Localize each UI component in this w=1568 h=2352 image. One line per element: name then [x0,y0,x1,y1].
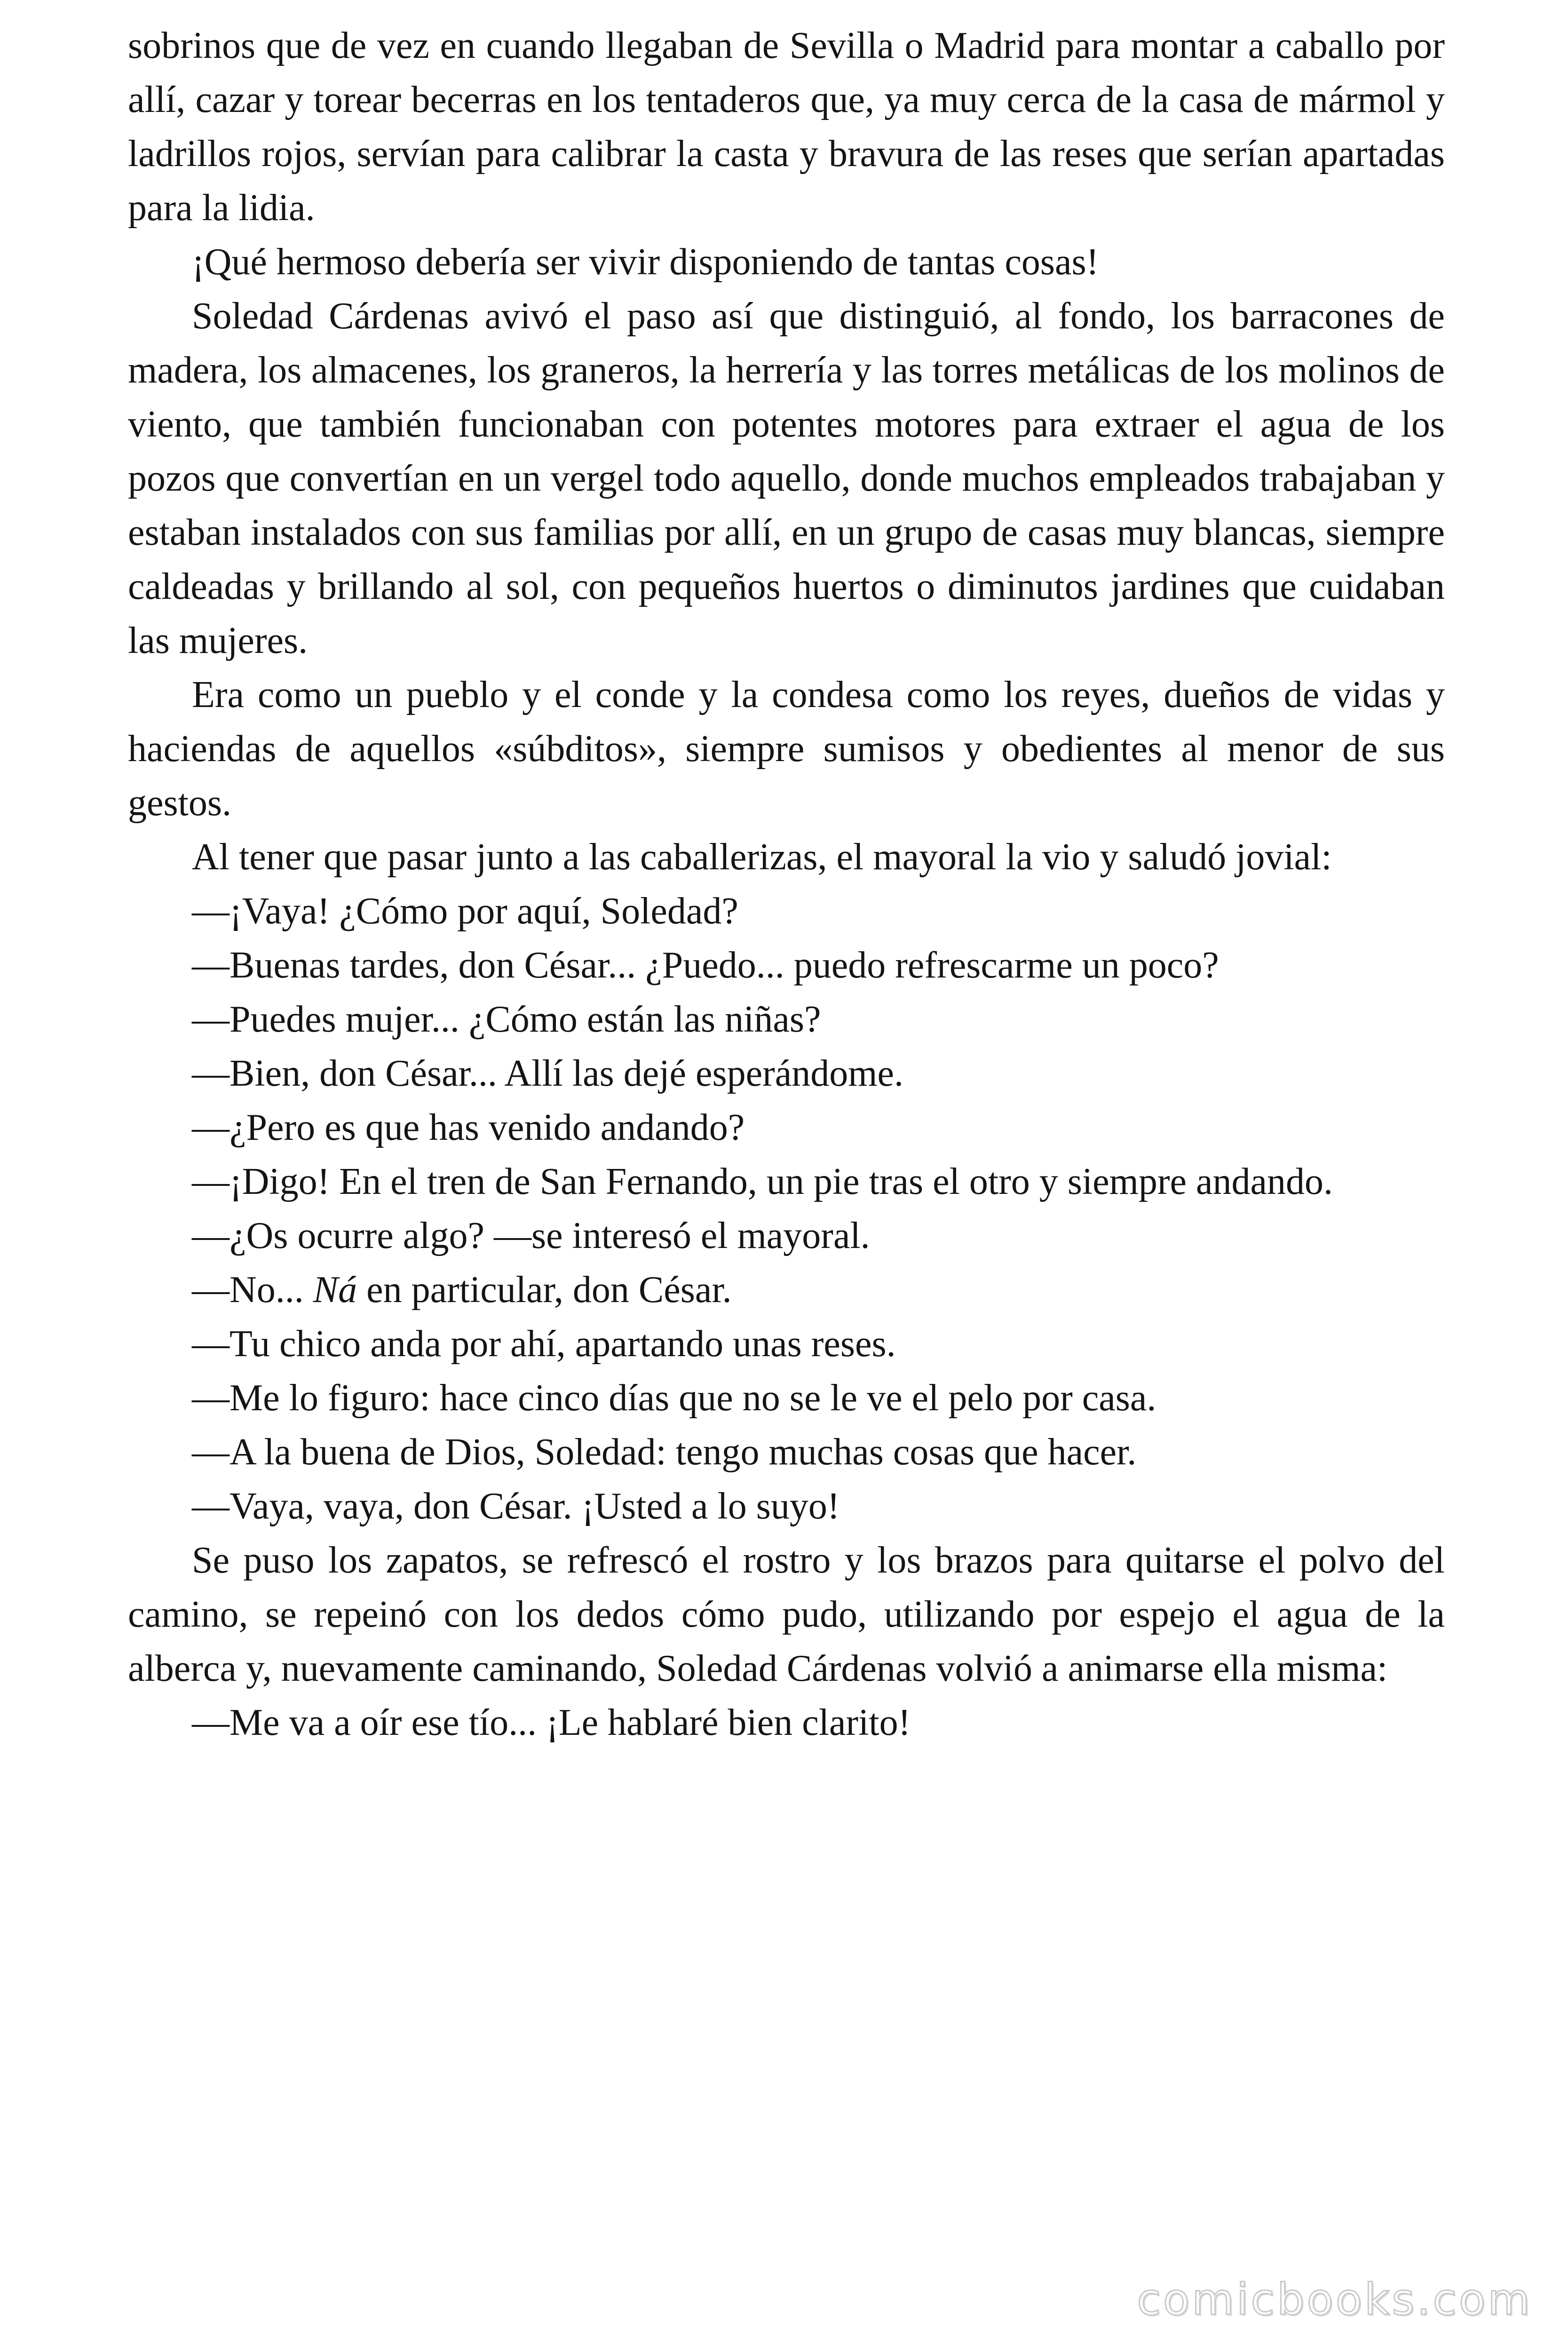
dialogue-line: —A la buena de Dios, Soledad: tengo muchas cosas que hacer. [192,1431,1137,1473]
paragraph-continuation: sobrinos que de vez en cuando llegaban de Sevilla o Madrid para montar a caballo por allí, cazar y torear becerras en los tentaderos que, ya muy cerca de la casa de mármol y ladrillos rojos, servían para calibrar la casta y bravura de las reses que serían apartadas para la lidia. [128,25,1445,229]
dialogue-line: —Me lo figuro: hace cinco días que no se le ve el pelo por casa. [192,1377,1156,1419]
paragraph: Era como un pueblo y el conde y la condesa como los reyes, dueños de vidas y haciendas de aquellos «súbditos», siempre sumisos y obedientes al menor de sus gestos. [128,674,1445,824]
dialogue-line: —Tu chico anda por ahí, apartando unas reses. [192,1323,896,1365]
dialogue-line: —Puedes mujer... ¿Cómo están las niñas? [192,999,821,1040]
paragraph: ¡Qué hermoso debería ser vivir disponiendo de tantas cosas! [192,241,1099,283]
paragraph: Al tener que pasar junto a las caballerizas, el mayoral la vio y saludó jovial: [192,836,1332,878]
dialogue-line [128,1263,1445,1317]
dialogue-line: —Bien, don César... Allí las dejé esperándome. [192,1053,904,1094]
paragraph: Se puso los zapatos, se refrescó el rostro y los brazos para quitarse el polvo del camino, se repeinó con los dedos cómo pudo, utilizando por espejo el agua de la alberca y, nuevamente caminando, Soledad Cárdenas volvió a animarse ella misma: [128,1540,1445,1689]
dialogue-italic-word: Ná [313,1269,357,1311]
watermark-logo: comicbooks.com [1137,2274,1532,2325]
dialogue-line: —¡Vaya! ¿Cómo por aquí, Soledad? [192,890,738,932]
dialogue-line: —Vaya, vaya, don César. ¡Usted a lo suyo! [192,1486,840,1527]
dialogue-text: —No... [192,1269,313,1311]
dialogue-line: —¡Digo! En el tren de San Fernando, un pie tras el otro y siempre andando. [192,1161,1333,1202]
dialogue-line: —¿Os ocurre algo? —se interesó el mayoral. [192,1215,870,1256]
dialogue-text: en particular, don César. [357,1269,732,1311]
dialogue-line: —Buenas tardes, don César... ¿Puedo... puedo refrescarme un poco? [192,945,1219,986]
book-page-text [128,19,1445,1750]
dialogue-line: —¿Pero es que has venido andando? [192,1107,745,1148]
dialogue-line: —Me va a oír ese tío... ¡Le hablaré bien clarito! [192,1702,911,1743]
paragraph: Soledad Cárdenas avivó el paso así que distinguió, al fondo, los barracones de madera, los almacenes, los graneros, la herrería y las torres metálicas de los molinos de viento, que también funcionaban con potentes motores para extraer el agua de los pozos que convertían en un vergel todo aquello, donde muchos empleados trabajaban y estaban instalados con sus familias por allí, en un grupo de casas muy blancas, siempre caldeadas y brillando al sol, con pequeños huertos o diminutos jardines que cuidaban las mujeres. [128,295,1445,661]
